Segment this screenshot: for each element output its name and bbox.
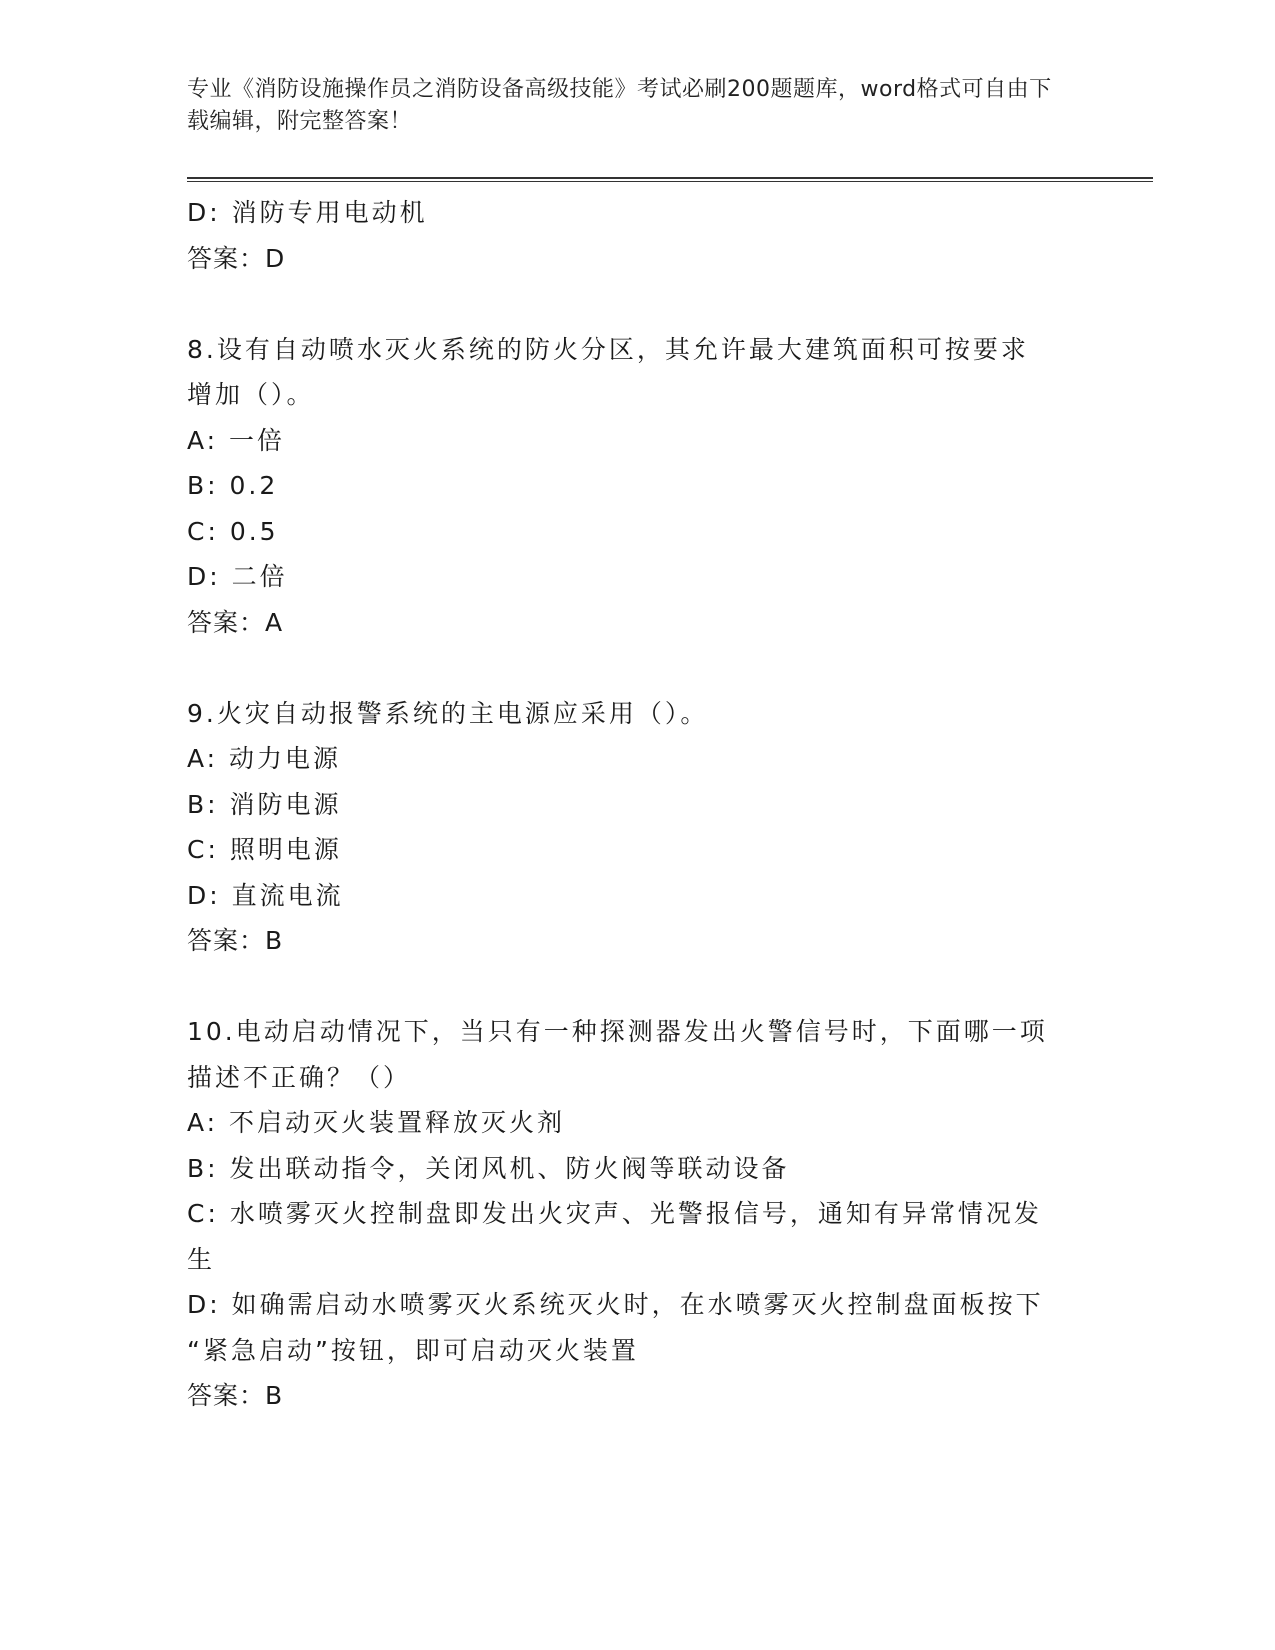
question-stem: 8.设有自动喷水灭火系统的防火分区，其允许最大建筑面积可按要求 (187, 334, 1029, 364)
option-a: A: 动力电源 (187, 744, 342, 773)
answer-text: 答案：B (187, 1381, 284, 1410)
document-body (187, 190, 1067, 1419)
question-9 (187, 691, 1067, 964)
spacer (187, 645, 1067, 691)
option-c: C: 水喷雾灭火控制盘即发出火灾声、光警报信号，通知有异常情况发 (187, 1199, 1042, 1228)
option-b: B: 消防电源 (187, 789, 342, 819)
answer-text: 答案：A (187, 607, 284, 637)
option-c: C: 照明电源 (187, 835, 342, 864)
spacer (187, 281, 1067, 327)
option-a: A: 不启动灭火装置释放灭火剂 (187, 1108, 566, 1137)
question-10 (187, 1009, 1067, 1419)
option-d: D: 直流电流 (187, 880, 344, 910)
question-8 (187, 327, 1067, 646)
option-c: C: 0.5 (187, 516, 279, 546)
answer-text: 答案：B (187, 926, 284, 955)
question-stem: 10.电动启动情况下，当只有一种探测器发出火警信号时，下面哪一项 (187, 1017, 1048, 1046)
option-d: D: 消防专用电动机 (187, 198, 428, 227)
spacer (187, 964, 1067, 1010)
answer-text: 答案：D (187, 243, 286, 273)
option-a: A: 一倍 (187, 425, 286, 455)
option-c-continued: 生 (187, 1244, 216, 1274)
option-b: B: 0.2 (187, 471, 279, 500)
option-d: D: 二倍 (187, 562, 288, 591)
header-divider (187, 177, 1153, 182)
question-stem: 9.火灾自动报警系统的主电源应采用（）。 (187, 698, 709, 728)
option-d: D: 如确需启动水喷雾灭火系统灭火时，在水喷雾灭火控制盘面板按下 (187, 1290, 1044, 1319)
question-stem-continued: 增加（）。 (187, 380, 315, 409)
option-b: B: 发出联动指令，关闭风机、防火阀等联动设备 (187, 1153, 790, 1183)
document-header: 专业《消防设施操作员之消防设备高级技能》考试必刷200题题库，word格式可自由下载编辑，附完整答案！ (187, 77, 1052, 134)
question-stem-continued: 描述不正确？（） (187, 1062, 412, 1092)
question-7-fragment (187, 190, 1067, 281)
option-d-continued: “紧急启动”按钮，即可启动灭火装置 (187, 1335, 639, 1365)
